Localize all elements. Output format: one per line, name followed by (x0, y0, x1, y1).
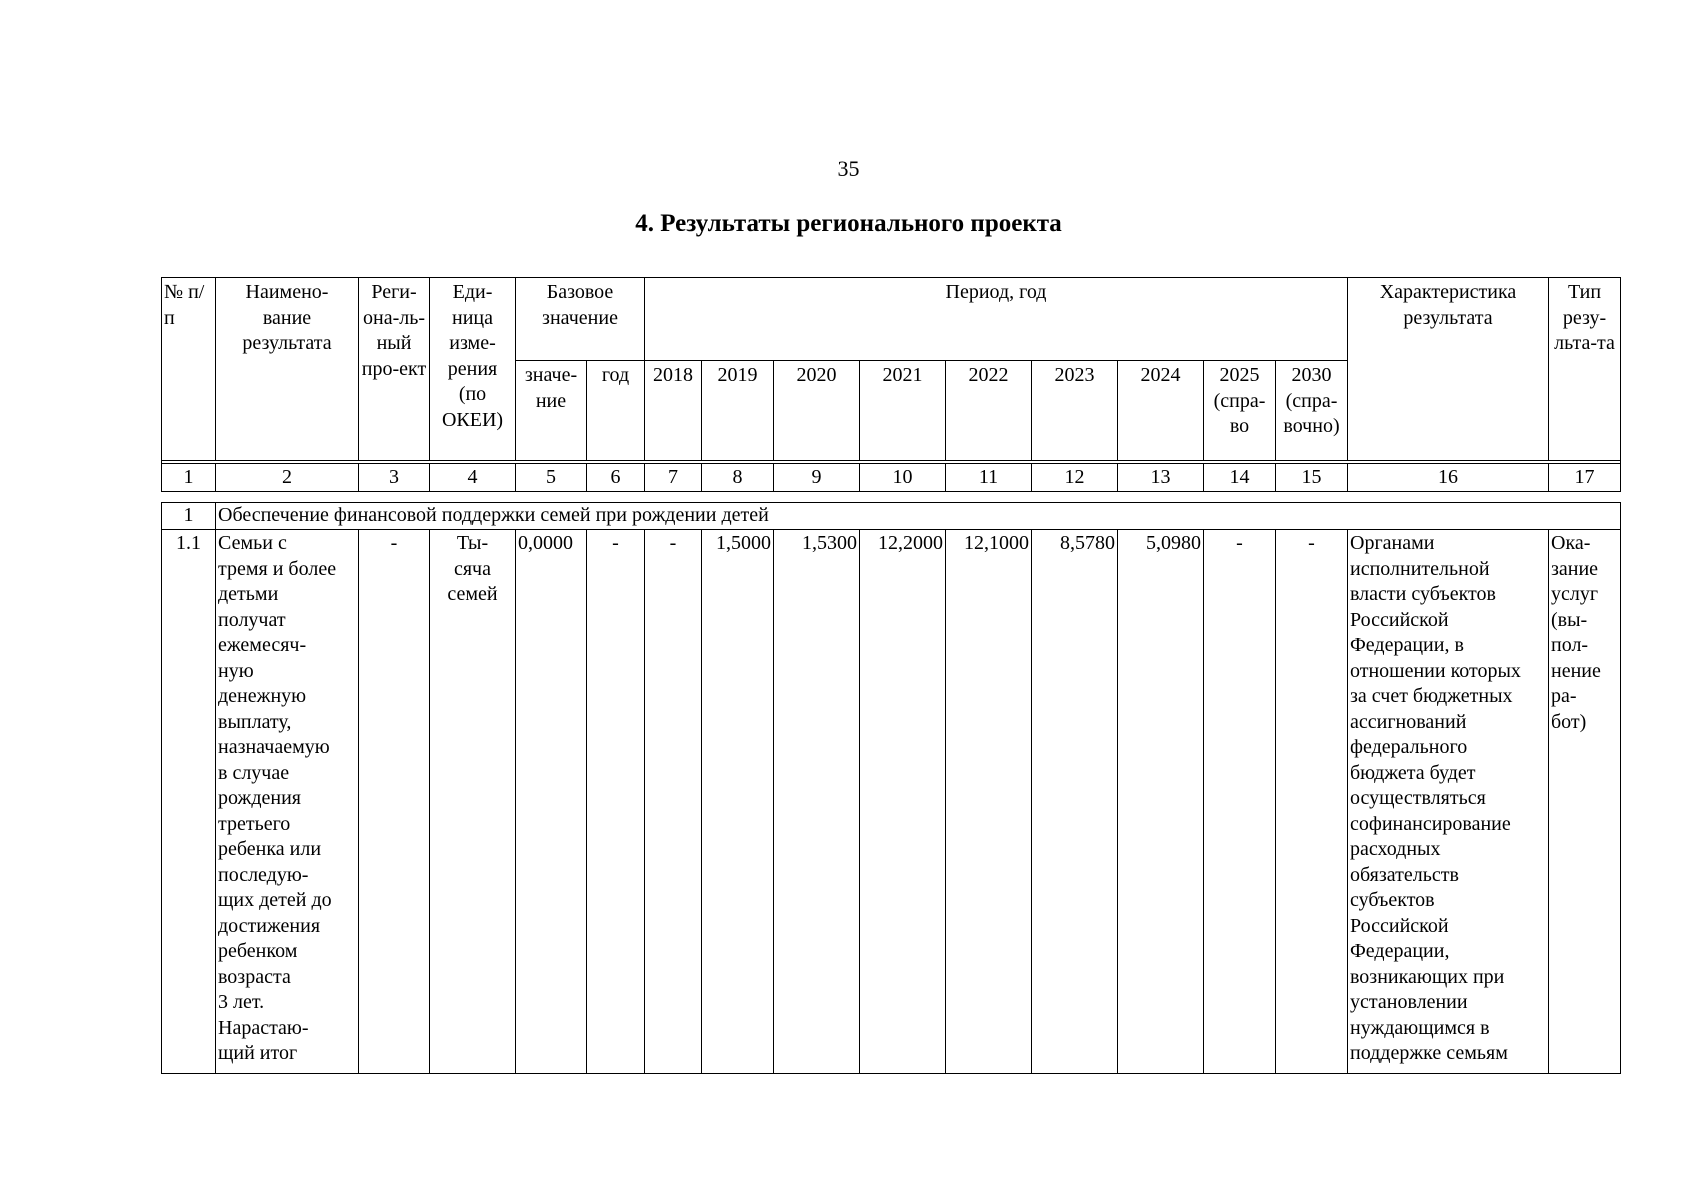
text-line: тремя и более (218, 557, 337, 580)
text-line: Тип (1567, 281, 1602, 303)
text-line: 2030 (1291, 364, 1332, 386)
text-line: третьего (218, 812, 291, 835)
text-line: ассигнований (1350, 710, 1467, 733)
text-line: ребенка или (218, 838, 322, 860)
text-line: нение (1551, 659, 1601, 682)
text-line: Характеристика (1379, 281, 1517, 303)
text-line: ежемесяч- (218, 634, 307, 656)
text-line: детьми (218, 583, 279, 605)
text-line: Наимено- (245, 281, 329, 303)
text-line: Ты- (456, 532, 489, 554)
text-line: она-ль- (362, 306, 425, 329)
results-header-table (161, 277, 1621, 492)
text-line: ребенком (218, 940, 298, 962)
column-number: 6 (587, 464, 645, 492)
header-year-2023: 2023 (1032, 361, 1118, 461)
column-number: 4 (430, 464, 516, 492)
column-number: 12 (1032, 464, 1118, 492)
text-line: бот) (1551, 710, 1587, 733)
unit-value (430, 530, 516, 1074)
text-line: ный (376, 332, 412, 354)
text-line: (спра- (1213, 389, 1266, 412)
column-number: 3 (359, 464, 430, 492)
text-line: ние (535, 389, 567, 412)
value-2020: 1,5300 (774, 530, 860, 1074)
header-year-2024: 2024 (1118, 361, 1204, 461)
column-number: 2 (216, 464, 359, 492)
regional-project-value: - (359, 530, 430, 1074)
text-line: (по (458, 383, 487, 405)
text-line: Российской (1350, 608, 1449, 631)
text-line: результата (242, 332, 332, 354)
column-number: 13 (1118, 464, 1204, 492)
text-line: денежную (218, 685, 307, 707)
text-line: софинансирование (1350, 812, 1511, 835)
row-number: 1.1 (162, 530, 216, 1074)
section-title: Обеспечение финансовой поддержки семей при рождении детей (216, 503, 1621, 530)
text-line: пол- (1551, 634, 1589, 656)
text-line: Российской (1350, 914, 1449, 937)
text-line: семей (447, 583, 498, 605)
text-line: Нарастаю- (218, 1016, 309, 1039)
header-unit (430, 278, 516, 461)
text-line: ОКЕИ) (441, 408, 504, 431)
value-2025: - (1204, 530, 1276, 1074)
text-line: Реги- (371, 281, 417, 303)
text-line: нуждающимся в (1350, 1016, 1490, 1039)
text-line: услуг (1551, 583, 1599, 605)
text-line: исполнительной (1350, 557, 1490, 580)
text-line: установлении (1350, 991, 1468, 1013)
text-line: федерального (1350, 736, 1468, 758)
header-period: Период, год (645, 278, 1348, 361)
column-number: 5 (516, 464, 587, 492)
text-line: Федерации, в (1350, 634, 1464, 656)
text-line: последую- (218, 863, 309, 886)
column-number: 10 (860, 464, 946, 492)
text-line: 3 лет. (218, 991, 265, 1013)
column-number: 16 (1348, 464, 1549, 492)
value-2021: 12,2000 (860, 530, 946, 1074)
text-line: ница (452, 306, 493, 329)
text-line: рения (447, 357, 498, 380)
text-line: обязательств (1350, 863, 1459, 886)
header-name (216, 278, 359, 461)
text-line: возникающих при (1350, 965, 1505, 988)
result-characteristic (1348, 530, 1549, 1074)
header-year-2020: 2020 (774, 361, 860, 461)
results-body-table (161, 502, 1621, 1074)
value-2024: 5,0980 (1118, 530, 1204, 1074)
header-year-2030 (1276, 361, 1348, 461)
header-regional-project (359, 278, 430, 461)
text-line: Органами (1350, 532, 1435, 554)
header-num: № п/п (162, 278, 216, 461)
text-line: льта-та (1554, 332, 1615, 354)
value-2019: 1,5000 (702, 530, 774, 1074)
header-year-2025 (1204, 361, 1276, 461)
text-line: Семьи с (218, 532, 287, 554)
result-name (216, 530, 359, 1074)
text-line: ную (218, 659, 254, 682)
header-characteristic (1348, 278, 1549, 461)
text-line: (спра- (1285, 389, 1338, 412)
text-line: сяча (453, 557, 491, 580)
text-line: за счет бюджетных (1350, 685, 1513, 707)
text-line: вочно) (1283, 415, 1340, 437)
text-line: во (1229, 415, 1250, 437)
text-line: резу- (1562, 306, 1607, 329)
text-line: достижения (218, 914, 321, 937)
text-line: Ока- (1551, 532, 1591, 554)
text-line: рождения (218, 787, 301, 809)
value-2023: 8,5780 (1032, 530, 1118, 1074)
text-line: Базовое (546, 281, 614, 303)
column-number: 8 (702, 464, 774, 492)
text-line: в случае (218, 761, 290, 784)
page-title: 4. Результаты регионального проекта (635, 210, 1062, 237)
text-line: изме- (449, 332, 496, 354)
text-line: поддержке семьям (1350, 1042, 1508, 1064)
text-line: назначаемую (218, 736, 330, 758)
header-base-value-year: год (587, 361, 645, 461)
column-number: 17 (1549, 464, 1621, 492)
text-line: (вы- (1551, 608, 1588, 631)
column-number: 14 (1204, 464, 1276, 492)
text-line: зание (1551, 557, 1599, 580)
text-line: Еди- (452, 281, 493, 303)
base-year: - (587, 530, 645, 1074)
value-2022: 12,1000 (946, 530, 1032, 1074)
column-number: 11 (946, 464, 1032, 492)
header-year-2018: 2018 (645, 361, 702, 461)
result-type (1549, 530, 1621, 1074)
text-line: 2025 (1219, 364, 1260, 386)
text-line: значе- (524, 364, 578, 386)
text-line: значение (542, 306, 618, 329)
text-line: власти субъектов (1350, 583, 1496, 605)
text-line: результата (1403, 306, 1493, 329)
base-value: 0,0000 (516, 530, 587, 1074)
section-row (162, 503, 1621, 530)
text-line: вание (262, 306, 312, 329)
value-2030: - (1276, 530, 1348, 1074)
section-number: 1 (162, 503, 216, 530)
header-year-2022: 2022 (946, 361, 1032, 461)
column-number: 9 (774, 464, 860, 492)
header-base-value (516, 278, 645, 361)
header-type (1549, 278, 1621, 461)
value-2018: - (645, 530, 702, 1074)
header-year-2021: 2021 (860, 361, 946, 461)
text-line: бюджета будет (1350, 761, 1476, 784)
text-line: выплату, (218, 710, 292, 733)
table-row (162, 530, 1621, 1074)
page-number: 35 (837, 156, 860, 181)
text-line: про-ект (361, 357, 427, 380)
header-base-value-value (516, 361, 587, 461)
text-line: щих детей до (218, 889, 332, 911)
text-line: ра- (1551, 685, 1577, 707)
text-line: отношении которых (1350, 659, 1521, 682)
column-number: 7 (645, 464, 702, 492)
text-line: Федерации, (1350, 940, 1450, 962)
column-number: 15 (1276, 464, 1348, 492)
text-line: щий итог (218, 1042, 298, 1064)
text-line: субъектов (1350, 889, 1435, 911)
header-year-2019: 2019 (702, 361, 774, 461)
text-line: расходных (1350, 838, 1441, 860)
column-number: 1 (162, 464, 216, 492)
text-line: осуществляться (1350, 787, 1486, 809)
text-line: возраста (218, 965, 291, 988)
text-line: получат (218, 608, 286, 631)
